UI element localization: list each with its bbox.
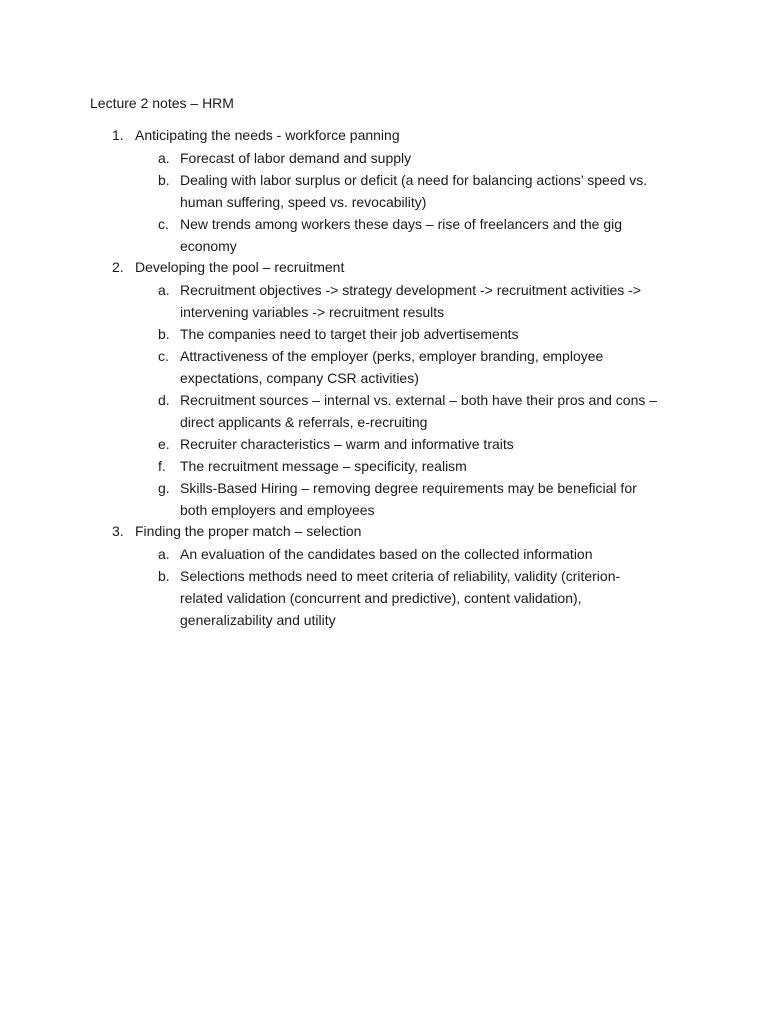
subitem-text-line: direct applicants & referrals, e-recruiting bbox=[180, 414, 428, 430]
section-heading: Developing the pool – recruitment bbox=[135, 259, 345, 275]
subitem-letter: d. bbox=[158, 392, 170, 408]
subitem bbox=[0, 169, 680, 213]
subitem-text-line: generalizability and utility bbox=[180, 612, 336, 628]
subitem-letter: b. bbox=[158, 568, 170, 584]
subitem-letter: f. bbox=[158, 458, 166, 474]
subitem bbox=[0, 213, 680, 257]
subitem-text-line: Recruiter characteristics – warm and informative traits bbox=[180, 436, 514, 452]
subitem-letter: b. bbox=[158, 172, 170, 188]
document-title: Lecture 2 notes – HRM bbox=[90, 95, 234, 111]
section-number: 1. bbox=[112, 127, 124, 143]
subitem bbox=[0, 477, 680, 521]
subitem-letter: a. bbox=[158, 282, 170, 298]
subitem-text-line: Skills-Based Hiring – removing degree requirements may be beneficial for bbox=[180, 480, 637, 496]
subitem-text-line: The recruitment message – specificity, realism bbox=[180, 458, 467, 474]
subitem-letter: e. bbox=[158, 436, 170, 452]
subitem-text-line: Recruitment objectives -> strategy development -> recruitment activities -> bbox=[180, 282, 642, 298]
subitem-text-line: Forecast of labor demand and supply bbox=[180, 150, 412, 166]
subitem-letter: c. bbox=[158, 216, 169, 232]
subitem-text-line: expectations, company CSR activities) bbox=[180, 370, 419, 386]
subitem-letter: g. bbox=[158, 480, 170, 496]
section-heading: Finding the proper match – selection bbox=[135, 523, 362, 539]
section-item bbox=[0, 521, 768, 631]
section-heading-line bbox=[0, 257, 768, 279]
section-number: 2. bbox=[112, 259, 124, 275]
subitem-text-line: New trends among workers these days – rise of freelancers and the gig bbox=[180, 216, 623, 232]
subitem-text-line: human suffering, speed vs. revocability) bbox=[180, 194, 427, 210]
subitem-text-line: intervening variables -> recruitment results bbox=[180, 304, 445, 320]
subitem bbox=[0, 147, 680, 169]
subitem-text-line: The companies need to target their job advertisements bbox=[180, 326, 519, 342]
subitem-text-line: Recruitment sources – internal vs. external – both have their pros and cons – bbox=[180, 392, 658, 408]
subitem-text-line: related validation (concurrent and predictive), content validation), bbox=[180, 590, 582, 606]
subitem bbox=[0, 433, 680, 455]
subitem-letter: b. bbox=[158, 326, 170, 342]
section-number: 3. bbox=[112, 523, 124, 539]
subitem bbox=[0, 389, 680, 433]
section-heading: Anticipating the needs - workforce panning bbox=[135, 127, 400, 143]
subitem bbox=[0, 543, 680, 565]
subitem bbox=[0, 565, 680, 631]
section-heading-line bbox=[0, 521, 768, 543]
subitem-text-line: Dealing with labor surplus or deficit (a need for balancing actions’ speed vs. bbox=[180, 172, 648, 188]
subitem-letter: a. bbox=[158, 546, 170, 562]
subitem-text-line: economy bbox=[180, 238, 237, 254]
subitem-text-line: Selections methods need to meet criteria of reliability, validity (criterion- bbox=[180, 568, 621, 584]
section-heading-line bbox=[0, 125, 768, 147]
subitem bbox=[0, 345, 680, 389]
subitem-letter: c. bbox=[158, 348, 169, 364]
subitem bbox=[0, 279, 680, 323]
section-item bbox=[0, 257, 768, 521]
outline-list bbox=[0, 125, 768, 631]
section-item bbox=[0, 125, 768, 257]
subitem-text-line: Attractiveness of the employer (perks, employer branding, employee bbox=[180, 348, 604, 364]
subitem-text-line: both employers and employees bbox=[180, 502, 375, 518]
subitem bbox=[0, 323, 680, 345]
subitem bbox=[0, 455, 680, 477]
subitem-text-line: An evaluation of the candidates based on the collected information bbox=[180, 546, 593, 562]
subitem-letter: a. bbox=[158, 150, 170, 166]
